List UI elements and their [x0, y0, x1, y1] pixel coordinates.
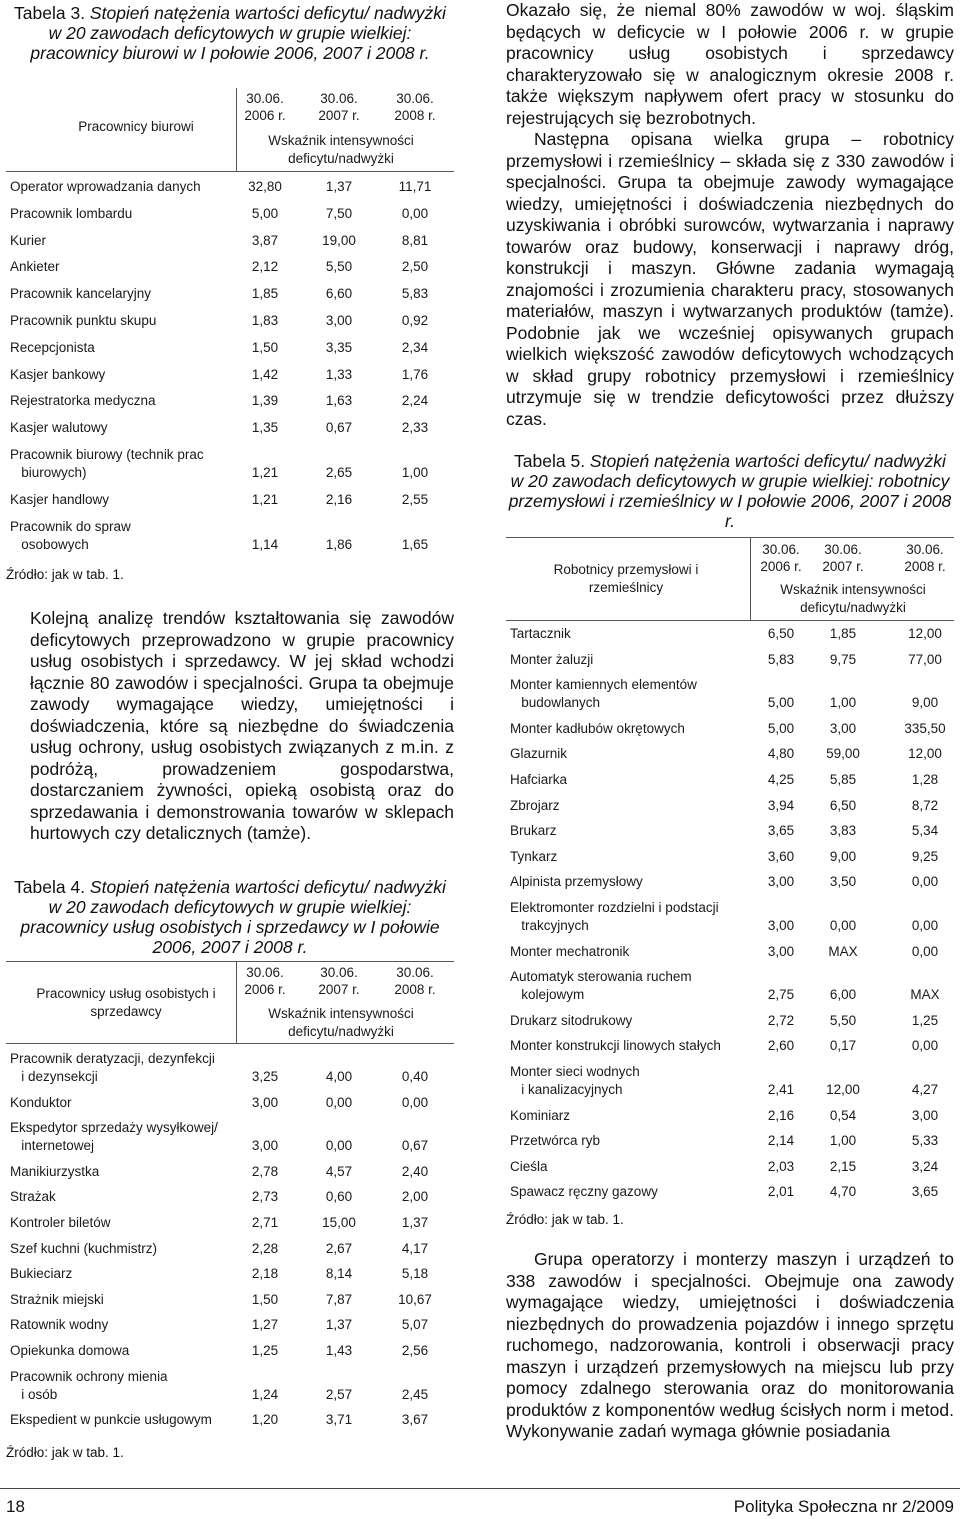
- row-value: 0,00: [829, 918, 857, 933]
- row-value: 3,94: [767, 797, 795, 813]
- row-value: 2,57: [325, 1386, 353, 1402]
- row-value: 5,33: [911, 1133, 939, 1149]
- row-value: 2,45: [401, 1386, 429, 1402]
- row-label: Glazurnik: [510, 746, 568, 762]
- row-label: Ekspedient w punkcie usługowym: [10, 1412, 212, 1428]
- row-value: 5,50: [325, 259, 353, 275]
- row-label: Pracownik kancelaryjny: [10, 286, 152, 302]
- journal-name: Polityka Społeczna nr 2/2009: [733, 1497, 954, 1516]
- row-label: Brukarz: [510, 823, 557, 839]
- row-value: 7,50: [325, 205, 353, 221]
- row-value: 0,00: [325, 1138, 353, 1154]
- row-value: 0,40: [401, 1069, 429, 1084]
- row-value: 5,50: [829, 1012, 857, 1028]
- row-value: 4,00: [325, 1069, 353, 1084]
- row-value: 9,25: [911, 848, 939, 864]
- row-value: 2,18: [251, 1266, 279, 1282]
- row-value: 2,40: [401, 1163, 429, 1179]
- row-value: 1,85: [251, 286, 279, 302]
- row-value: 0,67: [401, 1138, 429, 1154]
- row-value: 8,14: [325, 1266, 353, 1282]
- row-value: 9,75: [829, 651, 857, 667]
- row-value: 0,00: [401, 1094, 429, 1110]
- row-value: 5,83: [401, 286, 429, 302]
- row-value: 1,85: [829, 626, 857, 641]
- row-label: Pracownik punktu skupu: [10, 313, 157, 328]
- row-value: 2,75: [767, 987, 795, 1003]
- table3-year-2006: 30.06. 2006 r.: [244, 91, 286, 123]
- row-value: MAX: [828, 943, 858, 959]
- row-value: 0,67: [325, 420, 353, 436]
- table4-top-rule: [6, 961, 454, 962]
- row-value: 1,21: [251, 491, 279, 507]
- row-label: Alpinista przemysłowy: [510, 874, 643, 890]
- row-value: 0,00: [401, 205, 429, 221]
- row-label: Pracownik deratyzacji, dezynfekcji i dezynsekcji: [10, 1051, 215, 1084]
- row-value: 32,80: [248, 179, 282, 194]
- table5-header-rule: [506, 620, 954, 621]
- row-value: 3,71: [325, 1412, 353, 1428]
- row-value: 4,80: [767, 746, 795, 762]
- row-value: 1,37: [401, 1215, 429, 1230]
- row-label: Ekspedytor sprzedaży wysyłkowej/ internetowej: [10, 1120, 218, 1154]
- row-label: Monter mechatronik: [510, 943, 630, 959]
- row-value: 1,63: [325, 393, 353, 409]
- row-value: 1,37: [325, 179, 353, 194]
- row-label: Automatyk sterowania ruchem kolejowym: [510, 969, 692, 1003]
- row-label: Elektromonter rozdzielni i podstacji trakcyjnych: [510, 900, 719, 933]
- paragraph-right-2: Grupa operatorzy i monterzy maszyn i urządzeń to 338 zawodów i specjalności. Obejmuje ona zawody wymagające wiedzy, umiejętności i doświadczenia niezbędnych do prowadzenia pojazdów i innego sprzętu ruchomego, nadzorowania, kontroli i obserwacji pracy maszyn i urządzeń przemysłowych na miejscu lub przy pomocy zdalnego sterowania oraz do monitorowania produktów z komponentów według ścisłych norm i metod. Wykonywanie zadań wymaga głównie posiadania: [506, 1249, 954, 1441]
- row-label: Kontroler biletów: [10, 1215, 111, 1230]
- table3-header-rule: [6, 171, 454, 172]
- row-value: 2,16: [767, 1107, 795, 1123]
- table4-header-rule: [6, 1043, 454, 1044]
- row-value: 2,60: [767, 1038, 795, 1054]
- row-value: 1,25: [911, 1012, 939, 1028]
- row-value: 6,50: [829, 797, 857, 813]
- row-value: 7,87: [325, 1291, 353, 1307]
- row-value: 1,21: [251, 465, 279, 480]
- row-value: 3,00: [251, 1138, 279, 1154]
- row-label: Spawacz ręczny gazowy: [510, 1184, 658, 1200]
- row-value: 2,50: [401, 259, 429, 275]
- row-value: 3,87: [251, 232, 279, 248]
- row-label: Tynkarz: [510, 848, 558, 864]
- row-value: 2,03: [767, 1158, 795, 1174]
- row-value: 3,35: [325, 339, 353, 355]
- row-value: 5,00: [251, 205, 279, 221]
- row-label: Monter kadłubów okrętowych: [510, 720, 685, 736]
- row-value: 11,71: [398, 179, 432, 194]
- row-value: 9,00: [829, 848, 857, 864]
- row-value: 1,76: [401, 366, 429, 382]
- table4-source: Źródło: jak w tab. 1.: [6, 1445, 124, 1460]
- row-label: Hafciarka: [510, 772, 568, 787]
- row-value: 9,00: [911, 695, 939, 711]
- row-value: 5,34: [911, 823, 939, 839]
- row-value: 2,28: [251, 1240, 279, 1256]
- row-value: 8,72: [911, 797, 939, 813]
- table5-source: Źródło: jak w tab. 1.: [506, 1212, 624, 1227]
- table5-caption: Tabela 5. Stopień natężenia wartości deficytu/ nadwyżki w 20 zawodach deficytowych w grupie wielkiej: robotnicy przemysłowi i rzemieślnicy w I połowie 2006, 2007 i 2008 r.: [508, 451, 952, 531]
- row-value: 12,00: [826, 1082, 860, 1097]
- row-value: 1,20: [251, 1412, 279, 1428]
- row-value: 3,24: [911, 1158, 939, 1174]
- row-value: 3,00: [325, 313, 353, 328]
- row-value: 2,65: [325, 465, 353, 480]
- row-value: 335,50: [904, 720, 946, 736]
- row-value: 5,07: [401, 1317, 429, 1333]
- row-value: 3,00: [251, 1094, 279, 1110]
- row-value: 8,81: [401, 232, 429, 248]
- row-value: 5,85: [829, 772, 857, 787]
- row-value: 6,50: [767, 626, 795, 641]
- row-value: 0,00: [911, 943, 939, 959]
- row-label: Monter żaluzji: [510, 651, 594, 667]
- row-label: Rejestratorka medyczna: [10, 393, 156, 409]
- row-label: Szef kuchni (kuchmistrz): [10, 1240, 158, 1256]
- row-label: Monter sieci wodnych i kanalizacyjnych: [510, 1064, 640, 1097]
- table3-column-header: Pracownicy biurowi: [78, 119, 194, 134]
- table5-column-header: Robotnicy przemysłowi i rzemieślnicy: [553, 562, 699, 595]
- table4: [6, 961, 454, 1441]
- row-value: 5,00: [767, 720, 795, 736]
- table4-year-2006: 30.06. 2006 r.: [244, 965, 286, 997]
- row-value: 1,33: [325, 366, 353, 382]
- row-value: 59,00: [826, 746, 860, 762]
- row-value: 1,00: [401, 465, 429, 480]
- row-label: Kasjer handlowy: [10, 491, 110, 507]
- row-value: 1,25: [251, 1343, 279, 1358]
- row-label: Drukarz sitodrukowy: [510, 1012, 633, 1028]
- row-label: Opiekunka domowa: [10, 1343, 130, 1358]
- row-value: 3,67: [401, 1412, 429, 1428]
- table4-year-2008: 30.06. 2008 r.: [394, 965, 436, 997]
- row-value: 1,14: [251, 536, 279, 552]
- row-value: 19,00: [322, 232, 356, 248]
- table4-year-2007: 30.06. 2007 r.: [318, 965, 360, 997]
- row-value: 4,17: [401, 1240, 429, 1256]
- row-value: 10,67: [398, 1291, 432, 1307]
- row-value: 2,71: [251, 1215, 279, 1230]
- row-value: 2,41: [767, 1082, 795, 1097]
- row-value: 2,12: [251, 259, 279, 275]
- row-value: 3,25: [251, 1069, 279, 1084]
- row-label: Konduktor: [10, 1094, 72, 1110]
- table3-caption: Tabela 3. Stopień natężenia wartości deficytu/ nadwyżki w 20 zawodach deficytowych w grupie wielkiej: pracownicy biurowi w I połowie 2006, 2007 i 2008 r.: [14, 3, 446, 63]
- row-value: 2,15: [829, 1158, 857, 1174]
- row-value: 2,72: [767, 1012, 795, 1028]
- table3: [6, 88, 454, 568]
- row-label: Strażnik miejski: [10, 1291, 104, 1307]
- row-value: 1,42: [251, 366, 279, 382]
- row-value: 3,50: [829, 874, 857, 890]
- row-value: 1,50: [251, 339, 279, 355]
- row-value: 3,00: [767, 943, 795, 959]
- row-value: 1,28: [911, 772, 939, 787]
- row-label: Przetwórca ryb: [510, 1133, 601, 1149]
- row-value: 2,00: [401, 1189, 429, 1205]
- row-value: 2,01: [767, 1184, 795, 1200]
- row-value: 2,56: [401, 1343, 429, 1358]
- row-value: 0,00: [911, 918, 939, 933]
- row-label: Kurier: [10, 232, 47, 248]
- row-value: 5,18: [401, 1266, 429, 1282]
- row-value: 1,86: [325, 536, 353, 552]
- row-value: 2,78: [251, 1163, 279, 1179]
- row-value: 3,00: [767, 874, 795, 890]
- row-value: 1,35: [251, 420, 279, 436]
- row-label: Kasjer bankowy: [10, 366, 106, 382]
- paragraph-right-1: Okazało się, że niemal 80% zawodów w woj. śląskim będących w deficycie w I połowie 2006 r. w grupie pracownicy usług osobistych i sprzedawcy charakteryzowało się w analogicznym okresie 2008 r. także większym napływem ofert pracy w stosunku do rejestrujących się bezrobotnych. Następna opisana wielka grupa – robotnicy przemysłowi i rzemieślnicy – składa się z 330 zawodów i specjalności. Grupa ta obejmuje zawody wymagające wiedzy, umiejętności i doświadczenia niezbędnych do uzyskiwania i obróbki surowców, wytwarzania i naprawy towarów oraz budowy, konserwacji i naprawy dróg, konstrukcji i maszyn. Główne zadania wymagają znajomości i zrozumienia charakteru pracy, stosowanych materiałów, maszyn i wytwarzanych produktów (tamże). Podobnie jak we wcześniej opisywanych grupach wielkich większość zawodów deficytowych wchodzących w skład grupy robotnicy przemysłowi i rzemieślnicy utrzymuje się w trendzie deficytowości przez dłuższy czas.: [506, 0, 954, 429]
- row-label: Kominiarz: [510, 1107, 571, 1123]
- row-label: Kasjer walutowy: [10, 420, 108, 436]
- row-value: 0,60: [325, 1189, 353, 1205]
- row-value: 0,54: [829, 1107, 857, 1123]
- table3-metric-label: Wskaźnik intensywności deficytu/nadwyżki: [268, 133, 414, 166]
- row-value: 5,00: [767, 695, 795, 711]
- row-value: 3,65: [911, 1184, 939, 1200]
- row-label: Tartacznik: [510, 626, 571, 641]
- table5-divider: [750, 537, 751, 620]
- table4-metric-label: Wskaźnik intensywności deficytu/nadwyżki: [268, 1006, 414, 1039]
- row-value: 0,00: [911, 1038, 939, 1054]
- row-label: Pracownik ochrony mienia i osób: [10, 1368, 168, 1402]
- table5-year-2008: 30.06. 2008 r.: [904, 542, 946, 574]
- row-value: 2,16: [325, 491, 353, 507]
- row-value: 2,33: [401, 420, 429, 436]
- row-value: 2,14: [767, 1133, 795, 1149]
- row-label: Recepcjonista: [10, 339, 95, 355]
- row-value: 3,00: [767, 918, 795, 933]
- row-value: 1,65: [401, 536, 429, 552]
- row-value: 3,00: [911, 1107, 939, 1123]
- table5-year-2007: 30.06. 2007 r.: [822, 542, 864, 574]
- table4-divider: [236, 961, 237, 1043]
- row-value: 12,00: [908, 746, 942, 762]
- row-value: 4,25: [767, 772, 795, 787]
- row-value: 77,00: [908, 651, 942, 667]
- row-value: 1,43: [325, 1343, 353, 1358]
- row-label: Pracownik biurowy (technik prac biurowych): [10, 447, 204, 480]
- row-value: 0,00: [325, 1094, 353, 1110]
- table5-year-2006: 30.06. 2006 r.: [760, 542, 802, 574]
- row-value: 2,73: [251, 1189, 279, 1205]
- row-label: Strażak: [10, 1189, 56, 1205]
- row-value: 3,65: [767, 823, 795, 839]
- row-value: 3,00: [829, 720, 857, 736]
- row-label: Zbrojarz: [510, 797, 560, 813]
- row-value: 15,00: [322, 1215, 356, 1230]
- row-label: Monter kamiennych elementów budowlanych: [510, 677, 697, 711]
- table4-caption: Tabela 4. Stopień natężenia wartości deficytu/ nadwyżki w 20 zawodach deficytowych w grupie wielkiej: pracownicy usług osobistych i sprzedawcy w I połowie 2006, 2007 i 2008 r.: [14, 877, 446, 957]
- row-value: 0,17: [829, 1038, 857, 1054]
- footer-rule: [0, 1488, 960, 1489]
- row-value: 4,57: [325, 1163, 353, 1179]
- row-value: 2,67: [325, 1240, 353, 1256]
- row-value: 1,83: [251, 313, 279, 328]
- row-value: 3,60: [767, 848, 795, 864]
- table3-year-2007: 30.06. 2007 r.: [318, 91, 360, 123]
- row-value: 1,39: [251, 393, 279, 409]
- row-label: Pracownik lombardu: [10, 205, 133, 221]
- row-label: Monter konstrukcji linowych stałych: [510, 1038, 721, 1054]
- row-value: MAX: [910, 987, 940, 1003]
- row-label: Bukieciarz: [10, 1266, 73, 1282]
- row-value: 2,24: [401, 393, 429, 409]
- table3-source: Źródło: jak w tab. 1.: [6, 567, 124, 582]
- row-label: Ratownik wodny: [10, 1317, 109, 1333]
- row-value: 1,00: [829, 1133, 857, 1149]
- table5-top-rule: [506, 537, 954, 538]
- table4-column-header: Pracownicy usług osobistych i sprzedawcy: [36, 986, 216, 1019]
- table5: [506, 537, 954, 1207]
- row-value: 2,55: [401, 491, 429, 507]
- row-value: 3,83: [829, 823, 857, 839]
- row-label: Pracownik do spraw osobowych: [10, 518, 131, 552]
- row-value: 1,50: [251, 1291, 279, 1307]
- table3-divider: [236, 88, 237, 171]
- row-value: 5,83: [767, 651, 795, 667]
- page-number: 18: [6, 1497, 25, 1516]
- row-value: 6,60: [325, 286, 353, 302]
- row-label: Manikiurzystka: [10, 1163, 100, 1179]
- row-value: 6,00: [829, 987, 857, 1003]
- row-label: Ankieter: [10, 259, 60, 275]
- row-value: 1,37: [325, 1317, 353, 1333]
- row-value: 1,27: [251, 1317, 279, 1333]
- table3-year-2008: 30.06. 2008 r.: [394, 91, 436, 123]
- row-value: 4,70: [829, 1184, 857, 1200]
- row-value: 1,24: [251, 1386, 279, 1402]
- row-value: 4,27: [911, 1082, 939, 1097]
- table5-metric-label: Wskaźnik intensywności deficytu/nadwyżki: [780, 582, 926, 615]
- row-value: 0,92: [401, 313, 429, 328]
- row-label: Cieśla: [510, 1158, 548, 1174]
- row-value: 12,00: [908, 626, 942, 641]
- row-value: 2,34: [401, 339, 429, 355]
- row-value: 1,00: [829, 695, 857, 711]
- row-label: Operator wprowadzania danych: [10, 179, 201, 194]
- paragraph-left-1: Kolejną analizę trendów kształtowania się zawodów deficytowych przeprowadzono w grupie pracownicy usług osobistych i sprzedawcy. W jej skład wchodzi łącznie 80 zawodów i specjalności. Grupa ta obejmuje zawody wymagające wiedzy, umiejętności i doświadczenia, które są niezbędne do świadczenia usług ochrony, usług osobistych związanych z m.in. z podróżą, prowadzeniem gospodarstwa, dostarczaniem żywności, opieką osobistą oraz do sprzedawania i demonstrowania towarów w sklepach hurtowych czy detalicznych (tamże).: [30, 608, 454, 843]
- row-value: 0,00: [911, 874, 939, 890]
